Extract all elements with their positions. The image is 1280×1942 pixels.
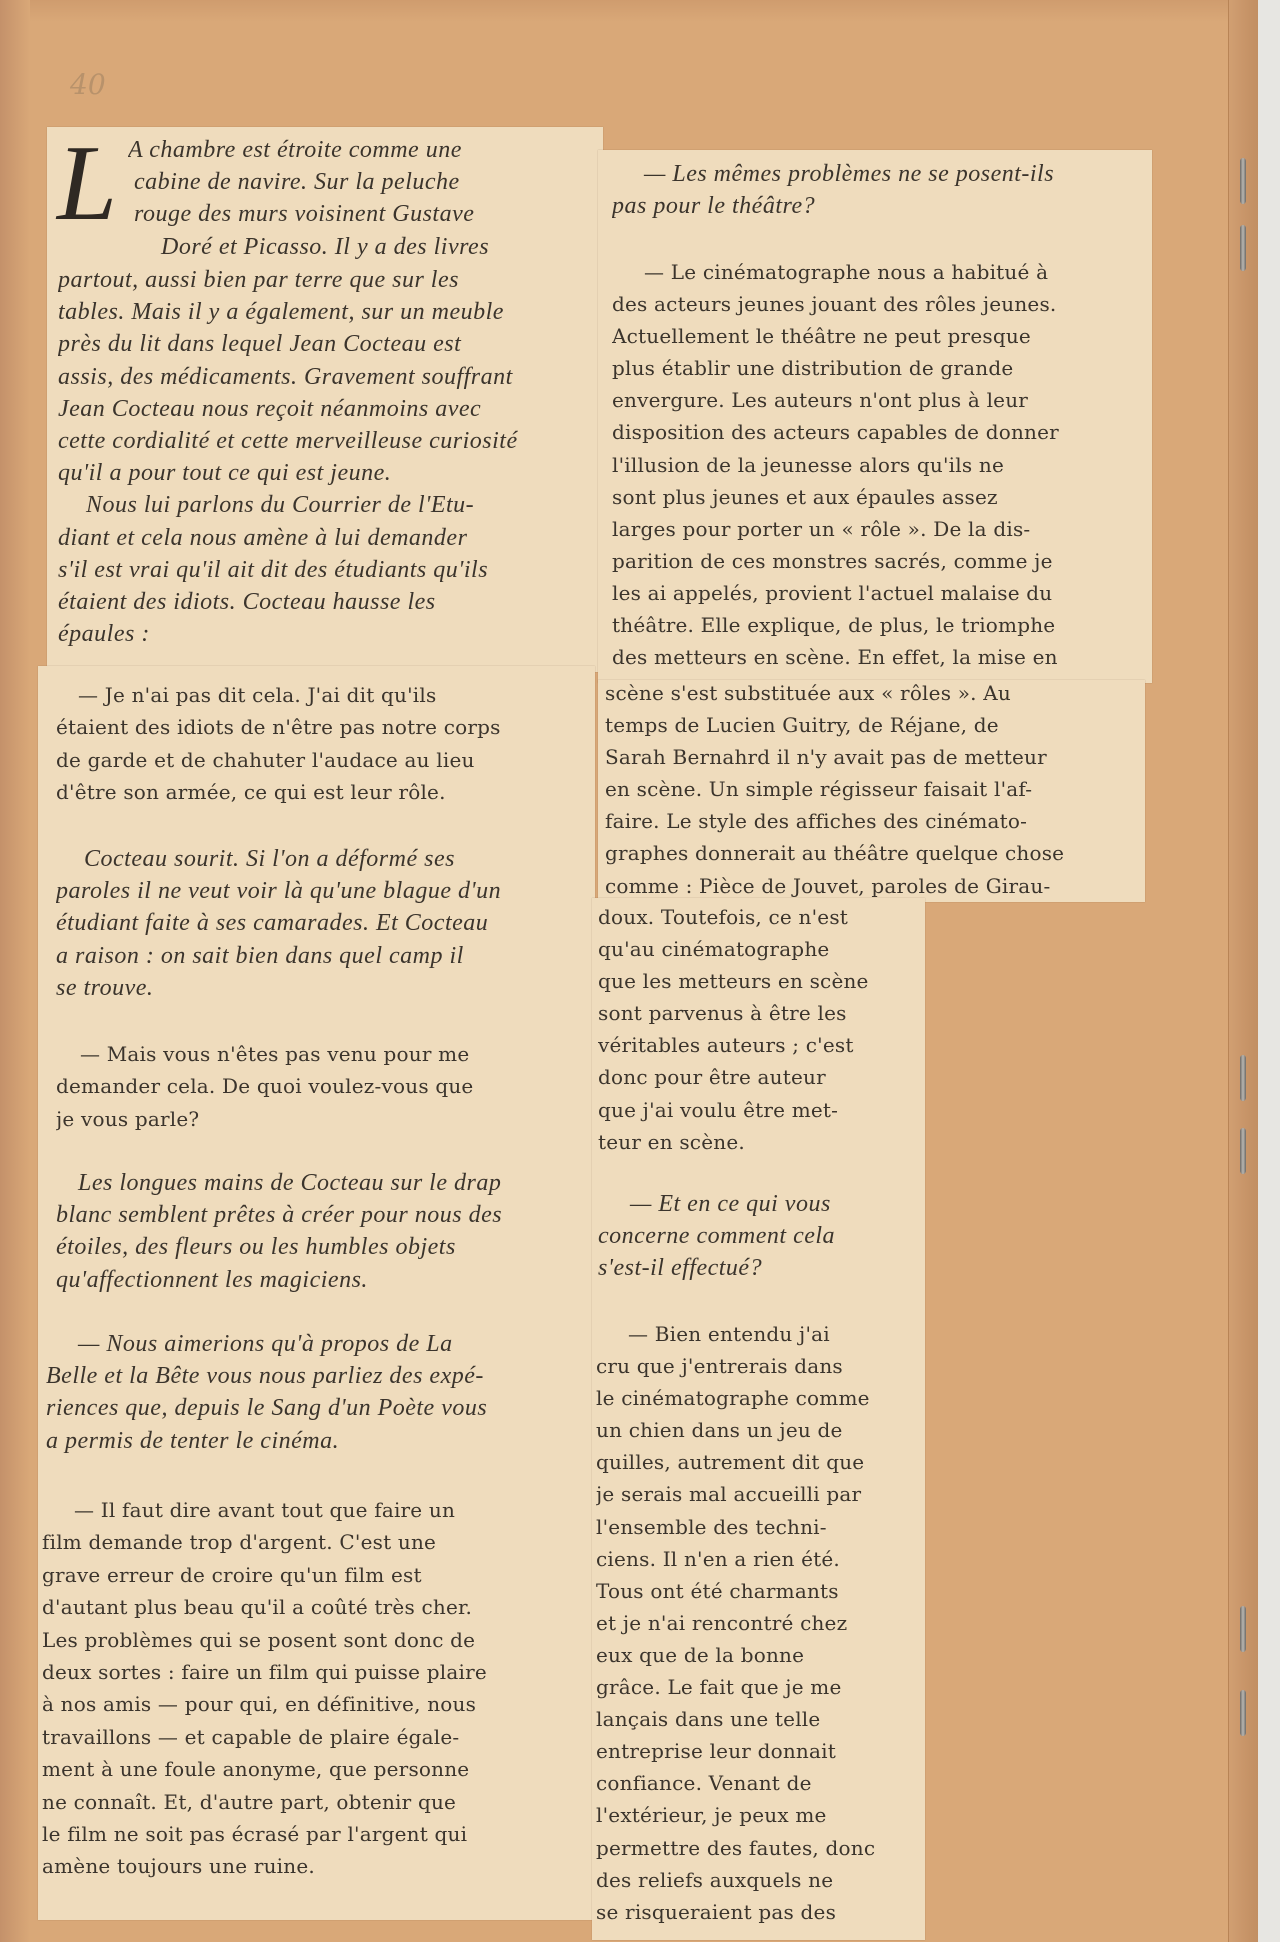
text-line: je vous parle? [56, 1106, 200, 1131]
text-line: envergure. Les auteurs n'ont plus à leur [612, 388, 1029, 413]
text-line: travaillons — et capable de plaire égale- [42, 1724, 460, 1749]
text-line: paroles il ne veut voir là qu'une blague d'un [56, 878, 502, 905]
text-line: à nos amis — pour qui, en définitive, nous [42, 1692, 477, 1717]
text-line: deux sortes : faire un film qui puisse plaire [42, 1660, 487, 1685]
text-line: lançais dans une telle [596, 1707, 821, 1732]
staple [1240, 1690, 1246, 1736]
text-line: riences que, depuis le Sang d'un Poète vous [46, 1395, 488, 1422]
staple [1240, 1055, 1246, 1101]
text-line: Jean Cocteau nous reçoit néanmoins avec [58, 395, 482, 422]
text-line: ment à une foule anonyme, que personne [42, 1757, 470, 1782]
text-line: un chien dans un jeu de [596, 1418, 843, 1443]
staple [1240, 158, 1246, 204]
text-line: — Et en ce qui vous [630, 1191, 831, 1217]
text-line: sont plus jeunes et aux épaules assez [612, 484, 998, 509]
text-line: faire. Le style des affiches des cinémato- [605, 809, 1028, 834]
text-line: Belle et la Bête vous nous parliez des expé- [46, 1363, 484, 1390]
text-line: concerne comment cela [598, 1223, 836, 1250]
text-line: disposition des acteurs capables de donner [612, 420, 1059, 445]
text-line: sont parvenus à être les [598, 1001, 847, 1026]
text-line: film demande trop d'argent. C'est une [42, 1530, 437, 1555]
text-line: étudiant faite à ses camarades. Et Cocteau [56, 910, 489, 937]
text-line: — Les mêmes problèmes ne se posent-ils [644, 161, 1055, 187]
text-line: confiance. Venant de [596, 1771, 812, 1796]
text-line: Les longues mains de Cocteau sur le drap [78, 1170, 502, 1196]
paragraph-what-to-talk [56, 1038, 592, 1135]
paragraph-question-belle-bete [46, 1328, 592, 1457]
text-line: étaient des idiots de n'être pas notre corps [56, 715, 501, 740]
text-line: a permis de tenter le cinéma. [46, 1427, 340, 1454]
text-line: des reliefs auxquels ne [596, 1867, 834, 1892]
paragraph-money [42, 1494, 592, 1883]
question-how [598, 1188, 923, 1285]
paragraph-cocteau-smiles [56, 843, 592, 1004]
text-line: près du lit dans lequel Jean Cocteau est [58, 331, 462, 358]
staple [1240, 1606, 1246, 1652]
text-line: Doré et Picasso. Il y a des livres [161, 233, 490, 260]
text-line: théâtre. Elle explique, de plus, le triomphe [612, 613, 1056, 638]
text-line: teur en scène. [598, 1129, 745, 1154]
text-line: se risqueraient pas des [596, 1899, 837, 1924]
text-line: des acteurs jeunes jouant des rôles jeunes. [612, 292, 1057, 317]
text-line: permettre des fautes, donc [596, 1835, 876, 1860]
text-line: étaient des idiots. Cocteau hausse les [58, 589, 436, 616]
drop-cap: L [57, 124, 118, 243]
text-line: donc pour être auteur [598, 1065, 826, 1090]
text-line: larges pour porter un « rôle ». De la dis- [612, 516, 1031, 541]
text-line: — Nous aimerions qu'à propos de La [78, 1331, 453, 1357]
adjacent-page-edge [1258, 0, 1280, 1942]
text-line: le cinématographe comme [596, 1386, 870, 1411]
text-line: amène toujours une ruine. [42, 1854, 315, 1879]
answer-theatre [612, 256, 1152, 673]
pencil-page-number: 40 [70, 68, 106, 101]
intro-body [58, 264, 598, 650]
text-line: Tous ont été charmants [596, 1578, 839, 1603]
text-line: — Il faut dire avant tout que faire un [74, 1498, 456, 1522]
text-line: A chambre est étroite comme une [128, 137, 462, 163]
text-line: — Le cinématographe nous a habitué à [644, 260, 1049, 284]
text-line: cabine de navire. Sur la peluche [134, 169, 460, 196]
text-line: se trouve. [56, 974, 154, 1001]
text-line: étoiles, des fleurs ou les humbles objets [56, 1234, 456, 1261]
paragraph-reply-students [56, 679, 592, 809]
text-line: s'il est vrai qu'il ait dit des étudiants qu'ils [58, 556, 489, 583]
text-line: blanc semblent prêtes à créer pour nous des [56, 1202, 503, 1229]
text-line: Sarah Bernahrd il n'y avait pas de metteur [605, 745, 1047, 770]
text-line: eux que de la bonne [596, 1642, 805, 1667]
text-line: ne connaît. Et, d'autre part, obtenir que [42, 1789, 457, 1814]
text-line: Les problèmes qui se posent sont donc de [42, 1627, 476, 1652]
text-line: l'illusion de la jeunesse alors qu'ils ne [612, 452, 1004, 477]
text-line: — Mais vous n'êtes pas venu pour me [80, 1042, 470, 1066]
text-line: Actuellement le théâtre ne peut presque [612, 324, 1031, 349]
text-line: d'être son armée, ce qui est leur rôle. [56, 780, 446, 805]
paragraph-long-hands [56, 1167, 592, 1296]
page-top-edge [0, 0, 1280, 22]
intro-cap-lines [128, 134, 598, 263]
text-line: — Bien entendu j'ai [628, 1322, 830, 1346]
text-line: scène s'est substituée aux « rôles ». Au [605, 681, 1011, 705]
text-line: en scène. Un simple régisseur faisait l'af- [605, 777, 1033, 802]
page-left-edge [0, 0, 30, 1942]
text-line: assis, des médicaments. Gravement souffrant [58, 363, 513, 390]
text-line: et je n'ai rencontré chez [596, 1610, 848, 1635]
text-line: temps de Lucien Guitry, de Réjane, de [605, 713, 999, 738]
text-line: tables. Mais il y a également, sur un meuble [58, 299, 504, 326]
staple [1240, 225, 1246, 271]
text-line: l'ensemble des techni- [596, 1514, 827, 1539]
text-line: cette cordialité et cette merveilleuse curiosité [58, 428, 518, 455]
text-line: comme : Pièce de Jouvet, paroles de Girau- [605, 873, 1051, 898]
text-line: partout, aussi bien par terre que sur les [58, 267, 459, 293]
text-line: des metteurs en scène. En effet, la mise en [612, 645, 1058, 670]
answer-how [596, 1318, 923, 1928]
text-line: épaules : [58, 621, 150, 648]
text-line: qu'affectionnent les magiciens. [56, 1266, 368, 1293]
text-line: de garde et de chahuter l'audace au lieu [56, 747, 475, 772]
text-line: l'extérieur, je peux me [596, 1803, 827, 1828]
text-line: ciens. Il n'en a rien été. [596, 1546, 840, 1571]
text-line: que j'ai voulu être met- [598, 1097, 839, 1122]
text-line: diant et cela nous amène à lui demander [58, 524, 468, 551]
text-line: qu'au cinématographe [598, 937, 830, 962]
text-line: les ai appelés, provient l'actuel malaise du [612, 580, 1053, 605]
text-line: parition de ces monstres sacrés, comme je [612, 548, 1053, 573]
paragraph-metteurs-en-scene [605, 677, 1145, 902]
question-theatre [612, 158, 1152, 222]
text-line: véritables auteurs ; c'est [598, 1033, 854, 1058]
text-line: je serais mal accueilli par [596, 1482, 862, 1507]
text-line: Cocteau sourit. Si l'on a déformé ses [84, 846, 455, 872]
text-line: que les metteurs en scène [598, 969, 869, 994]
text-line: demander cela. De quoi voulez-vous que [56, 1074, 474, 1099]
text-line: d'autant plus beau qu'il a coûté très cher. [42, 1595, 473, 1620]
text-line: entreprise leur donnait [596, 1739, 836, 1764]
text-line: le film ne soit pas écrasé par l'argent qui [42, 1822, 468, 1847]
text-line: qu'il a pour tout ce qui est jeune. [58, 460, 392, 487]
text-line: quilles, autrement dit que [596, 1450, 865, 1475]
text-line: grâce. Le fait que je me [596, 1675, 842, 1700]
text-line: grave erreur de croire qu'un film est [42, 1562, 422, 1587]
paragraph-continuation [598, 901, 923, 1158]
text-line: graphes donnerait au théâtre quelque chose [605, 841, 1065, 866]
text-line: a raison : on sait bien dans quel camp il [56, 942, 464, 969]
text-line: doux. Toutefois, ce n'est [598, 905, 849, 929]
staple [1240, 1128, 1246, 1174]
text-line: — Je n'ai pas dit cela. J'ai dit qu'ils [78, 683, 437, 707]
text-line: plus établir une distribution de grande [612, 356, 1014, 381]
text-line: Nous lui parlons du Courrier de l'Etu- [86, 492, 475, 519]
text-line: cru que j'entrerais dans [596, 1354, 843, 1379]
text-line: pas pour le théâtre? [612, 193, 816, 220]
text-line: rouge des murs voisinent Gustave [134, 201, 475, 228]
text-line: s'est-il effectué? [598, 1255, 763, 1282]
